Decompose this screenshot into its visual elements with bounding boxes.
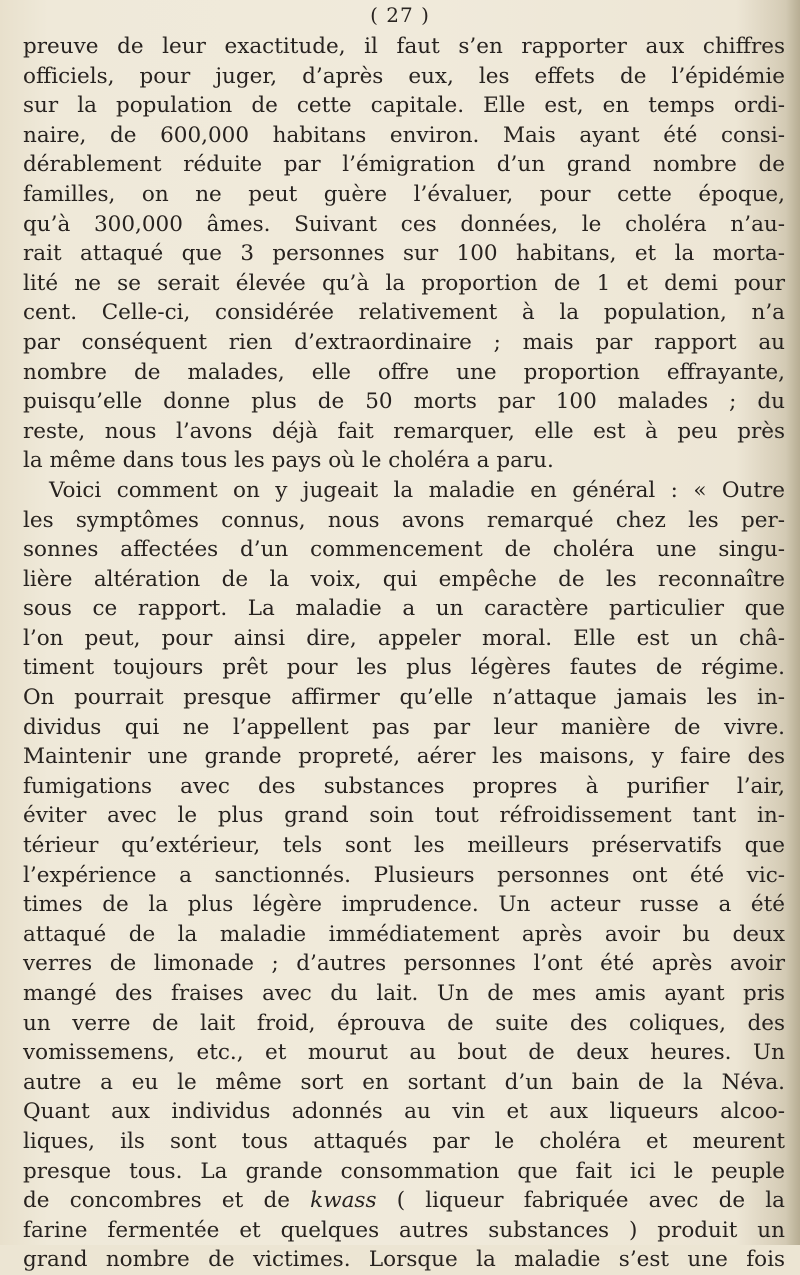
page-number: ( 27 ) — [370, 3, 430, 27]
paragraph — [23, 32, 785, 476]
text-line: Quant aux individus adonnés au vin et aux liqueurs alcoo- — [23, 1099, 785, 1125]
text-line: Maintenir une grande propreté, aérer les maisons, y faire des — [23, 744, 785, 770]
text-line: On pourrait presque affirmer qu’elle n’attaque jamais les in- — [23, 685, 785, 711]
text-line: la même dans tous les pays où le choléra a paru. — [23, 448, 554, 474]
text-line: grand nombre de victimes. Lorsque la maladie s’est une fois — [23, 1247, 785, 1273]
text-line: autre a eu le même sort en sortant d’un bain de la Néva. — [23, 1069, 785, 1095]
text-line: éviter avec le plus grand soin tout réfroidissement tant in- — [23, 803, 785, 829]
text-line: lière altération de la voix, qui empêche de les reconnaître — [23, 566, 785, 592]
text-line: attaqué de la maladie immédiatement après avoir bu deux — [23, 921, 785, 947]
text-line: mangé des fraises avec du lait. Un de mes amis ayant pris — [23, 981, 785, 1006]
text-line: dividus qui ne l’appellent pas par leur manière de vivre. — [23, 714, 785, 740]
text-line: presque tous. La grande consommation que fait ici le peuple — [23, 1158, 785, 1184]
text-line: un verre de lait froid, éprouva de suite des coliques, des — [23, 1010, 785, 1036]
text-line: sur la population de cette capitale. Elle est, en temps ordi- — [23, 93, 785, 119]
text-line: térieur qu’extérieur, tels sont les meilleurs préservatifs que — [23, 833, 785, 859]
text-line: vomissemens, etc., et mourut au bout de deux heures. Un — [23, 1040, 785, 1066]
text-line: de concombres et de kwass ( liqueur fabriquée avec de la — [23, 1188, 785, 1214]
text-line: naire, de 600,000 habitans environ. Mais ayant été consi- — [23, 122, 785, 148]
text-line: familles, on ne peut guère l’évaluer, pour cette époque, — [23, 181, 785, 207]
text-line: preuve de leur exactitude, il faut s’en rapporter aux chiffres — [23, 34, 785, 59]
text-line: rait attaqué que 3 personnes sur 100 habitans, et la morta- — [23, 241, 785, 267]
page-edge-shadow — [786, 0, 800, 1245]
text-line: l’on peut, pour ainsi dire, appeler moral. Elle est un châ- — [23, 625, 785, 651]
text-line: times de la plus légère imprudence. Un acteur russe a été — [23, 892, 785, 918]
text-line: qu’à 300,000 âmes. Suivant ces données, le choléra n’au- — [23, 211, 785, 237]
text-line: puisqu’elle donne plus de 50 morts par 100 malades ; du — [23, 389, 785, 415]
text-line: l’expérience a sanctionnés. Plusieurs personnes ont été vic- — [23, 862, 785, 888]
text-line: sous ce rapport. La maladie a un caractère particulier que — [23, 596, 785, 622]
text-line: Voici comment on y jugeait la maladie en général : « Outre — [49, 477, 785, 503]
text-line: verres de limonade ; d’autres personnes l’ont été après avoir — [23, 951, 785, 977]
body-text — [23, 32, 785, 1275]
text-line: lité ne se serait élevée qu’à la proportion de 1 et demi pour — [23, 270, 785, 296]
text-line: cent. Celle-ci, considérée relativement à la population, n’a — [23, 300, 785, 326]
text-line: reste, nous l’avons déjà fait remarquer, elle est à peu près — [23, 418, 785, 444]
text-line: liques, ils sont tous attaqués par le choléra et meurent — [23, 1128, 785, 1154]
text-line: sonnes affectées d’un commencement de choléra une singu- — [23, 537, 785, 563]
paragraph — [23, 476, 785, 1275]
text-line: farine fermentée et quelques autres substances ) produit un — [23, 1217, 785, 1243]
text-line: officiels, pour juger, d’après eux, les effets de l’épidémie — [23, 63, 785, 89]
text-line: fumigations avec des substances propres à purifier l’air, — [23, 773, 785, 799]
text-line: timent toujours prêt pour les plus légères fautes de régime. — [23, 655, 785, 681]
text-line: nombre de malades, elle offre une proportion effrayante, — [23, 359, 785, 385]
text-line: dérablement réduite par l’émigration d’un grand nombre de — [23, 152, 785, 178]
italic-term: kwass — [310, 1188, 377, 1214]
text-line: par conséquent rien d’extraordinaire ; mais par rapport au — [23, 329, 785, 355]
text-line: les symptômes connus, nous avons remarqué chez les per- — [23, 507, 785, 533]
